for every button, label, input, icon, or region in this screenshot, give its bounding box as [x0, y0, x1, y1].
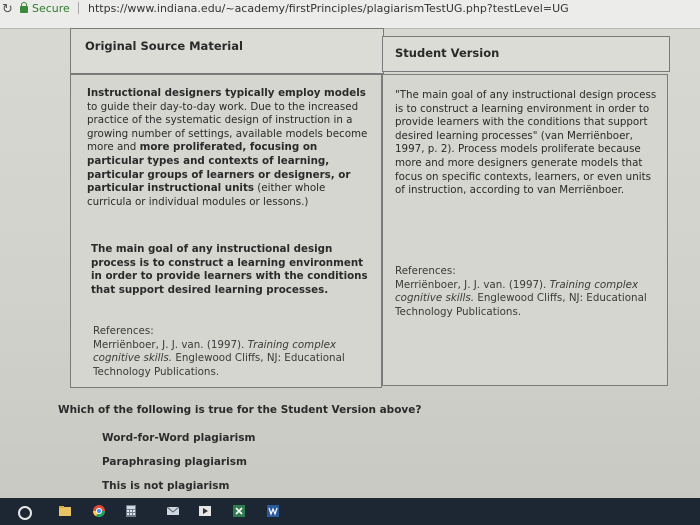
original-ref-author: Merriënboer, J. J. van. (1997). — [93, 338, 248, 351]
original-bold-a: Instructional designers typically employ models — [87, 87, 366, 99]
question-prompt: Which of the following is true for the Student Version above? — [58, 404, 422, 416]
student-ref-title: Training complex cognitive skills. — [395, 278, 639, 305]
original-header — [70, 28, 384, 74]
student-header — [382, 36, 670, 72]
original-bold-b: more proliferated, focusing on particular types and contexts of learning, particular groups of learners or designers, or particular instructional units — [87, 141, 351, 195]
option-not-plagiarism[interactable]: This is not plagiarism — [102, 480, 230, 492]
media-icon[interactable] — [198, 504, 212, 518]
file-explorer-icon[interactable] — [58, 504, 72, 518]
calculator-icon[interactable] — [124, 504, 138, 518]
taskbar — [0, 498, 700, 525]
original-normal-a: to guide their day-to-day work. Due to the increased practice of the systematic design of instruction in a growing number of settings, available models become more and — [87, 100, 368, 154]
chrome-icon[interactable] — [92, 504, 106, 518]
student-references — [395, 265, 659, 319]
address-bar[interactable] — [0, 0, 700, 29]
option-paraphrasing[interactable]: Paraphrasing plagiarism — [102, 456, 247, 468]
secure-label: Secure — [32, 2, 70, 15]
original-paragraph-1 — [87, 87, 369, 209]
original-ref-publisher: Englewood Cliffs, NJ: Educational Technology Publications. — [93, 352, 345, 378]
original-references-label: References: — [93, 325, 154, 337]
original-ref-title: Training complex cognitive skills. — [93, 338, 337, 365]
student-ref-publisher: Englewood Cliffs, NJ: Educational Technology Publications. — [395, 292, 647, 318]
option-word-for-word[interactable]: Word-for-Word plagiarism — [102, 432, 256, 444]
student-references-citation — [395, 279, 659, 320]
student-references-label: References: — [395, 265, 456, 277]
student-header-label: Student Version — [395, 46, 500, 60]
student-paragraph: "The main goal of any instructional design process is to construct a learning environment in order to provide learners with the conditions that support desired learning processes" (van Merriënboer, 1997, p. 2). Process models proliferate because more and more designers generate models that focus on specific contexts, learners, or even units of instruction, according to van Merriënboer. — [395, 89, 657, 197]
student-ref-author: Merriënboer, J. J. van. (1997). — [395, 278, 550, 291]
original-source-cell — [70, 74, 382, 388]
word-icon[interactable] — [266, 504, 280, 518]
windows-search-icon[interactable] — [18, 506, 32, 520]
excel-icon[interactable] — [232, 504, 246, 518]
reload-icon[interactable]: ↻ — [2, 2, 13, 17]
lock-icon — [20, 6, 28, 13]
original-normal-b: (either whole curricula or individual modules or lessons.) — [87, 182, 326, 208]
student-version-cell — [382, 74, 668, 386]
divider — [78, 2, 79, 14]
original-references-citation — [93, 339, 369, 380]
url-text[interactable]: https://www.indiana.edu/~academy/firstPrinciples/plagiarismTestUG.php?testLevel=UG — [88, 2, 569, 15]
comparison-table — [70, 28, 668, 386]
original-references — [93, 325, 369, 379]
original-paragraph-2: The main goal of any instructional design process is to construct a learning environment in order to provide learners with the conditions that support desired learning processes. — [91, 243, 368, 296]
original-header-label: Original Source Material — [85, 39, 243, 53]
mail-icon[interactable] — [166, 504, 180, 518]
